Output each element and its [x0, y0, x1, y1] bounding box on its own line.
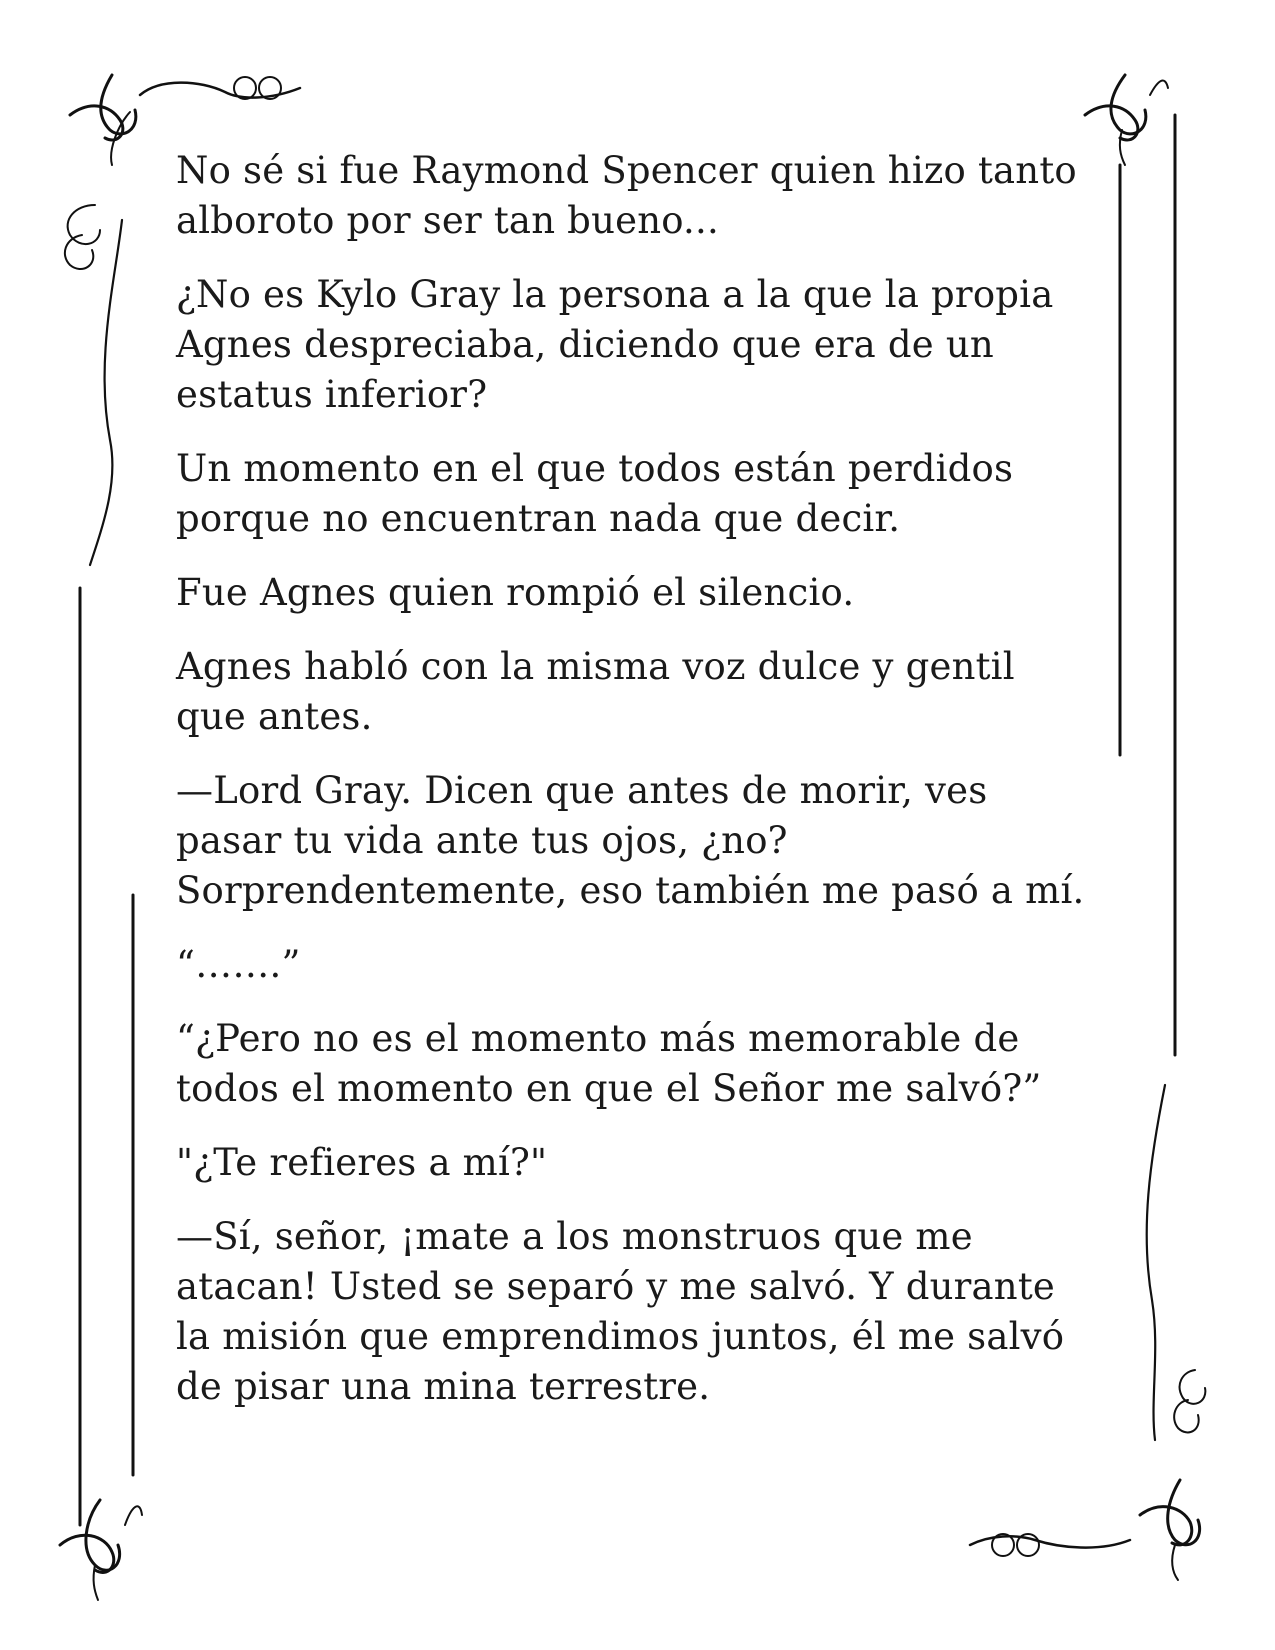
- paragraph: [176, 146, 1106, 246]
- story-text: [176, 146, 1106, 1436]
- paragraph: [176, 940, 1106, 990]
- paragraph: [176, 1014, 1106, 1114]
- bottom-left-flourish-icon: [60, 1500, 142, 1600]
- text-line: Agnes habló con la misma voz dulce y gentil: [176, 645, 1015, 688]
- text-line: la misión que emprendimos juntos, él me salvó: [176, 1315, 1065, 1358]
- text-line: ¿No es Kylo Gray la persona a la que la propia: [176, 273, 1054, 316]
- text-line: —Sí, señor, ¡mate a los monstruos que me: [176, 1215, 973, 1258]
- paragraph: [176, 568, 1106, 618]
- text-line: —Lord Gray. Dicen que antes de morir, ves: [176, 769, 988, 812]
- text-line: de pisar una mina terrestre.: [176, 1365, 711, 1408]
- text-line: Fue Agnes quien rompió el silencio.: [176, 571, 855, 614]
- text-line: "¿Te refieres a mí?": [176, 1141, 548, 1184]
- text-line: estatus inferior?: [176, 373, 488, 416]
- text-line: Sorprendentemente, eso también me pasó a mí.: [176, 869, 1085, 912]
- paragraph: [176, 444, 1106, 544]
- text-line: que antes.: [176, 695, 373, 738]
- text-line: “…….”: [176, 943, 301, 986]
- text-line: pasar tu vida ante tus ojos, ¿no?: [176, 819, 788, 862]
- paragraph: [176, 766, 1106, 916]
- paragraph: [176, 270, 1106, 420]
- paragraph: [176, 642, 1106, 742]
- text-line: Un momento en el que todos están perdidos: [176, 447, 1014, 490]
- text-line: porque no encuentran nada que decir.: [176, 497, 901, 540]
- text-line: todos el momento en que el Señor me salvó?”: [176, 1067, 1042, 1110]
- paragraph: [176, 1138, 1106, 1188]
- text-line: “¿Pero no es el momento más memorable de: [176, 1017, 1020, 1060]
- text-line: atacan! Usted se separó y me salvó. Y durante: [176, 1265, 1055, 1308]
- text-line: Agnes despreciaba, diciendo que era de un: [176, 323, 994, 366]
- paragraph: [176, 1212, 1106, 1412]
- text-line: alboroto por ser tan bueno...: [176, 199, 719, 242]
- text-line: No sé si fue Raymond Spencer quien hizo tanto: [176, 149, 1077, 192]
